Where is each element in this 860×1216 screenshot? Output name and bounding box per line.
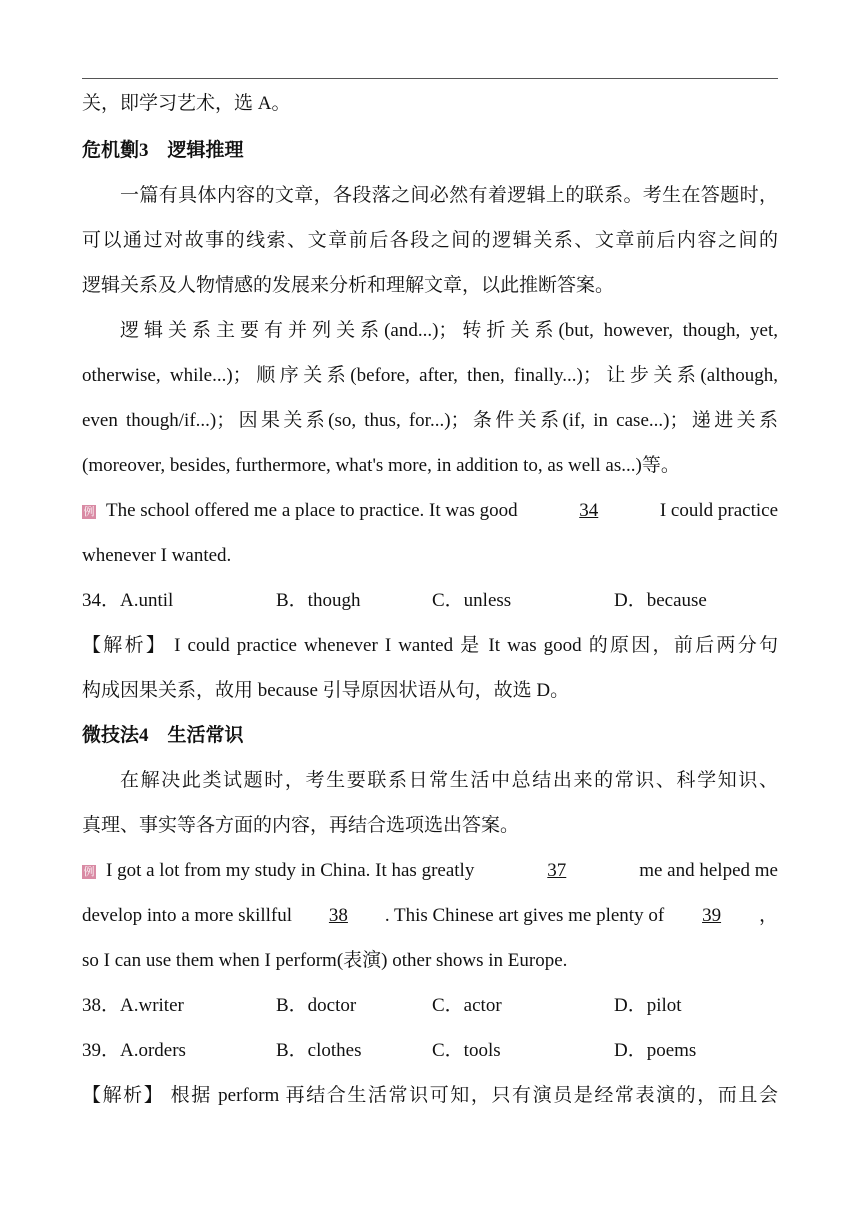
section-heading-4: 微技法4 生活常识 [82,725,244,746]
paragraph-line: 在解决此类试题时，考生要联系日常生活中总结出来的常识、科学知识、 [120,770,778,791]
example-badge: 例 [83,505,95,518]
header-rule [82,78,778,79]
example-text: The school offered me a place to practice. It was good [106,500,518,521]
example-text: ， [758,905,778,926]
paragraph-line: 真理、事实等各方面的内容，再结合选项选出答案。 [82,815,520,836]
example-text: whenever I wanted. [82,545,232,566]
blank-38: 38 [328,905,348,926]
example-text: so I can use them when I perform(表演) other shows in Europe. [82,950,568,971]
option-c: C．actor [432,995,502,1016]
example-text: I could practice [659,500,778,521]
paragraph-line: (moreover, besides, furthermore, what's more, in addition to, as well as...)等。 [82,455,680,476]
option-b: B．doctor [276,995,357,1016]
example-text: I got a lot from my study in China. It has greatly [106,860,475,881]
example-2-line [82,859,778,883]
example-text: develop into a more skillful [82,905,293,926]
option-b: B．clothes [276,1040,362,1061]
blank-37: 37 [547,860,567,881]
example-1-line [82,499,778,523]
text-line: 关，即学习艺术，选 A。 [82,93,291,114]
option-c: C．tools [432,1040,501,1061]
paragraph-line: otherwise, while...)；顺序关系(before, after, then, finally...)；让步关系(although, [82,365,778,386]
paragraph-line: 可以通过对故事的线索、文章前后各段之间的逻辑关系、文章前后内容之间的 [82,230,778,251]
blank-39: 39 [702,905,722,926]
option-d: D．because [614,590,707,611]
paragraph-line: 逻辑关系及人物情感的发展来分析和理解文章，以此推断答案。 [82,275,615,296]
section-heading-3: 危机劐3 逻辑推理 [82,140,244,161]
option-d: D．poems [614,1040,697,1061]
analysis-line: 【解析】 根据 perform 再结合生活常识可知，只有演员是经常表演的，而且会 [82,1085,778,1106]
example-2-line [82,904,778,928]
paragraph-line: 逻辑关系主要有并列关系(and...)；转折关系(but, however, though, yet, [120,320,778,341]
option-a: 38．A.writer [82,995,184,1016]
paragraph-line: 一篇有具体内容的文章，各段落之间必然有着逻辑上的联系。考生在答题时， [120,185,778,206]
example-text: me and helped me [639,860,778,881]
option-a: 39．A.orders [82,1040,186,1061]
example-text: . This Chinese art gives me plenty of [384,905,665,926]
paragraph-line: even though/if...)；因果关系(so, thus, for...)；条件关系(if, in case...)；递进关系 [82,410,778,431]
option-b: B．though [276,590,361,611]
option-c: C．unless [432,590,512,611]
analysis-line: 构成因果关系，故用 because 引导原因状语从句，故选 D。 [82,680,570,701]
option-d: D．pilot [614,995,682,1016]
example-badge: 例 [83,865,95,878]
analysis-line: 【解析】 I could practice whenever I wanted 是 It was good 的原因，前后两分句 [82,635,778,656]
option-a: 34．A.until [82,590,174,611]
blank-34: 34 [579,500,599,521]
